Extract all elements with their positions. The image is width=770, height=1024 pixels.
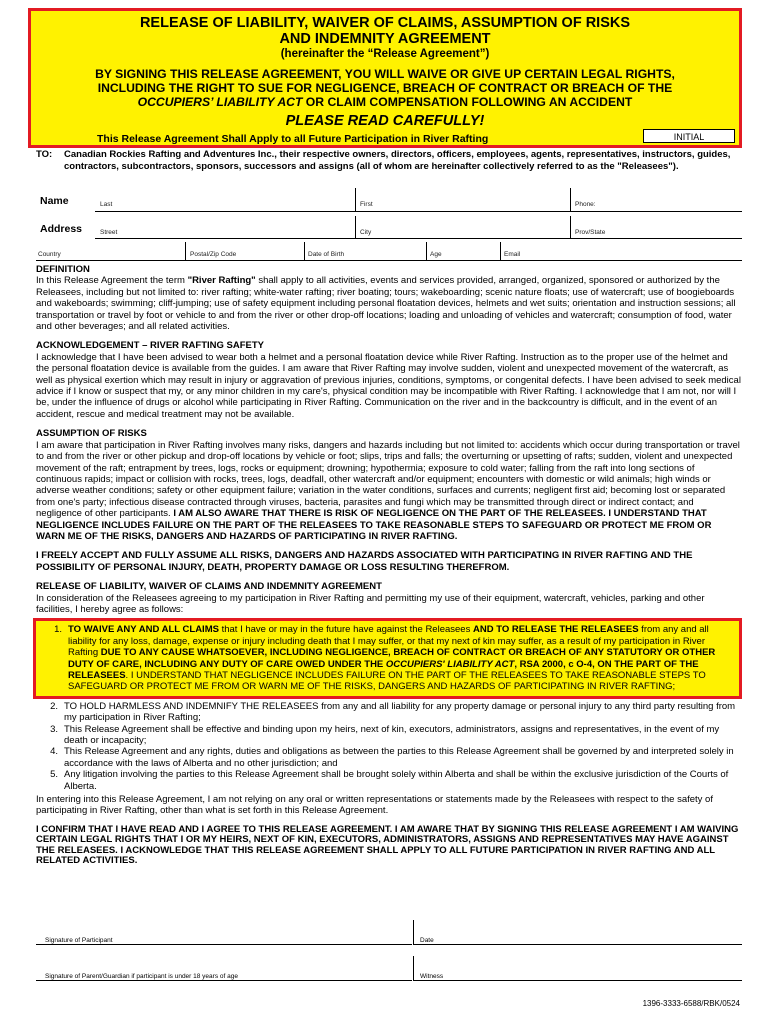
details-line [36,260,742,261]
participant-signature-line[interactable] [36,944,412,945]
list-item-waiver: 1. TO WAIVE ANY AND ALL CLAIMS that I have or may in the future have against the Releasees AND TO RELEASE THE RELEASEES from any and all liability for any loss, damage, expense or injury including death that I may suffer, or that my next of kin may suffer, as a result of my participation in River Rafting DUE TO ANY CAUSE WHATSOEVER, INCLUDING NEGLIGENCE, BREACH OF CONTRACT OR BREACH OF ANY STATUTORY OR OTHER DUTY OF CARE, INCLUDING ANY DUTY OF CARE OWED UNDER THE OCCUPIERS' LIABILITY ACT, RSA 2000, c O-4, ON THE PART OF THE RELEASEES. I UNDERSTAND THAT NEGLIGENCE INCLUDES FAILURE ON THE PART OF THE RELEASEES TO TAKE REASONABLE STEPS TO SAFEGUARD OR PROTECT ME FROM OR WARN ME OF THE RISKS, DANGERS AND HAZARDS OF PARTICIPATING IN RIVER RAFTING; [33,618,742,698]
divider [570,216,571,238]
address-label: Address [40,223,83,235]
phone-field[interactable]: Phone: [575,201,596,208]
divider [500,242,501,260]
name-line [95,211,742,212]
acknowledgement-text: I acknowledge that I have been advised to wear both a helmet and a personal floatation device while River Rafting. Instruction as to the proper use of the helmet and the personal floatation device is available from the guides. I am aware that River Rafting may involve sudden, violent and unexpected movement of the watercraft, as well as physical exertion which may result in injury or aggravation of previous injuries, conditions, symptoms, or congenital defects. I have been advised to seek medical advice if I know or suspect that my, or any minor children in my care's, physical condition may be incompatible with River Rafting. I acknowledge that I am not, nor will I be, under the influence of drugs or alcohol while participating in River Rafting. Communication on the river and in the backcountry is difficult, and in the event of an accident, rescue and medical treatment may not be available. [36,351,741,420]
to-section [36,149,742,172]
divider [413,920,414,944]
list-item: 5. Any litigation involving the parties to this Release Agreement shall be brought solely within Alberta and shall be within the exclusive jurisdiction of the Courts of Alberta. [50,769,729,792]
witness-label: Witness [420,973,444,980]
definition-heading: DEFINITION [36,264,90,275]
applies-notice: This Release Agreement Shall Apply to all Future Participation in River Rafting [97,133,489,145]
address-line [95,238,742,239]
list-item: 4. This Release Agreement and any rights, duties and obligations as between the parties to this Release Agreement shall be governed by and interpreted solely in accordance with the laws of Alberta and no other jurisdiction; and [50,746,734,769]
participant-signature-label: Signature of Participant [45,937,113,944]
list-item: 3. This Release Agreement shall be effective and binding upon my heirs, next of kin, executors, administrators, assigns and representatives, in the event of my death or incapacity; [50,723,720,747]
last-name-field[interactable]: Last [100,201,113,208]
postal-field[interactable]: Postal/Zip Code [190,251,237,258]
divider [355,188,356,211]
document-subtitle: (hereinafter the “Release Agreement”) [280,48,490,60]
divider [570,188,571,211]
assumption-text: I am aware that participation in River Rafting involves many risks, dangers and hazards including but not limited to: accidents which occur during transportation or travel to and from the river or other pickup and drop-off locations by vehicle or foot; slips, trips and falls; the overturning or upsetting of rafts; sudden, violent and unexpected movement of the raft; entrapment by trees, logs, rocks or equipment; drowning; hypothermia; exposure to cold water; falling from the raft into long sections of continuous rapids; impact or collision with rocks, trees, logs, deadfall, other watercraft and/or equipment; encounters with domestic or wild animals; high winds or adverse weather conditions; safety or other equipment failure; variation in the water conditions, surfaces and currents; negligent first aid; becoming lost or separated from one's party; infectious disease contracted through viruses, bacteria, parasites and fungi which may be transmitted through direct or indirect contact; and negligence of other participants. I AM ALSO AWARE THAT THERE IS RISK OF NEGLIGENCE ON THE PART OF THE RELEASEES. I UNDERSTAND THAT NEGLIGENCE INCLUDES FAILURE ON THE PART OF THE RELEASEES TO TAKE REASONABLE STEPS TO SAFEGUARD OR PROTECT ME FROM OR WARN ME OF THE RISKS, DANGERS AND HAZARDS OF PARTICIPATING IN RIVER RAFTING. [36,439,740,542]
initial-field[interactable]: INITIAL [643,129,735,143]
dob-field[interactable]: Date of Birth [308,251,345,258]
assumption-heading: ASSUMPTION OF RISKS [36,428,147,440]
release-closing: In entering into this Release Agreement, I am not relying on any oral or written representations or statements made by the Releasees with respect to the safety of participating in River Rafting, other than what is set forth in this Release Agreement. [36,794,713,817]
document-number: 1396-3333-6588/RBK/0524 [642,999,740,1008]
first-name-field[interactable]: First [360,201,373,208]
name-label: Name [40,195,69,207]
accept-statement: I FREELY ACCEPT AND FULLY ASSUME ALL RISKS, DANGERS AND HAZARDS ASSOCIATED WITH PARTICIPATING IN RIVER RAFTING AND THE POSSIBILITY OF PERSONAL INJURY, DEATH, PROPERTY DAMAGE OR LOSS RESULTING THEREFROM. [36,550,693,573]
header-box [28,8,742,148]
date-label: Date [420,937,434,944]
agreement-body [36,264,742,875]
release-intro: In consideration of the Releasees agreeing to my participation in River Rafting and permitting my use of their equipment, watercraft, vehicles, parking and other facilities, I hereby agree as follows: [36,592,705,615]
document-title: RELEASE OF LIABILITY, WAIVER OF CLAIMS, ASSUMPTION OF RISKS AND INDEMNITY AGREEMENT [139,15,631,47]
to-label: TO: [36,149,53,160]
city-field[interactable]: City [360,229,372,236]
prov-field[interactable]: Prov/State [575,229,606,236]
divider [413,956,414,980]
confirm-statement: I CONFIRM THAT I HAVE READ AND I AGREE TO THIS RELEASE AGREEMENT. I AM AWARE THAT BY SIGNING THIS RELEASE AGREEMENT I AM WAIVING CERTAIN LEGAL RIGHTS THAT I OR MY HEIRS, NEXT OF KIN, EXECUTORS, ADMINISTRATORS, ASSIGNS AND REPRESENTATIVES MAY HAVE AGAINST THE RELEASEES. I ACKNOWLEDGE THAT THIS RELEASE AGREEMENT SHALL APPLY TO ALL FUTURE PARTICIPATION IN RIVER RAFTING AND ALL RELATED ACTIVITIES. [36,823,739,867]
divider [426,242,427,260]
read-carefully-notice: PLEASE READ CAREFULLY! [285,113,485,129]
definition-text: In this Release Agreement the term "River Rafting" shall apply to all activities, events and services provided, arranged, organized, sponsored or authorized by the Releasees, including but not limited to: river rafting; white-water rafting; river boating; tours; wakeboarding; scenic nature floats; use of watercraft; use of boogieboards and wakeboards; swimming; cliff-jumping; use of safety equipment including personal floatation devices, helmets and wet suits; orientation and instruction sessions; all transportation or travel by foot or vehicle to and from the river or other drop-off locations; loading and unloading of vehicles and watercraft; consumption of food, water and other beverages; and all related activities. [36,275,736,333]
list-item: 2. TO HOLD HARMLESS AND INDEMNIFY THE RELEASEES from any and all liability for any property damage or personal injury to any third party resulting from my participation in River Rafting; [50,700,736,724]
release-terms-list [36,618,742,792]
divider [355,216,356,238]
age-field[interactable]: Age [430,251,442,258]
witness-line[interactable] [413,980,742,981]
street-field[interactable]: Street [100,229,118,236]
guardian-signature-label: Signature of Parent/Guardian if participant is under 18 years of age [45,973,238,980]
divider [304,242,305,260]
release-heading: RELEASE OF LIABILITY, WAIVER OF CLAIMS AND INDEMNITY AGREEMENT [36,581,382,593]
guardian-signature-line[interactable] [36,980,412,981]
acknowledgement-heading: ACKNOWLEDGEMENT – RIVER RAFTING SAFETY [36,340,265,352]
date-line[interactable] [413,944,742,945]
country-field[interactable]: Country [38,251,61,258]
divider [185,242,186,260]
to-text: Canadian Rockies Rafting and Adventures Inc., their respective owners, directors, officers, employees, agents, representatives, instructors, guides, contractors, subcontractors, sponsors, successors and assigns (all of whom are hereinafter collectively referred to as the "Releasees"). [64,149,731,172]
email-field[interactable]: Email [504,251,521,258]
legal-warning: BY SIGNING THIS RELEASE AGREEMENT, YOU WILL WAIVE OR GIVE UP CERTAIN LEGAL RIGHTS, INCLUDING THE RIGHT TO SUE FOR NEGLIGENCE, BREACH OF CONTRACT OR BREACH OF THE OCCUPIERS’ LIABILITY ACT OR CLAIM COMPENSATION FOLLOWING AN ACCIDENT [95,67,675,109]
